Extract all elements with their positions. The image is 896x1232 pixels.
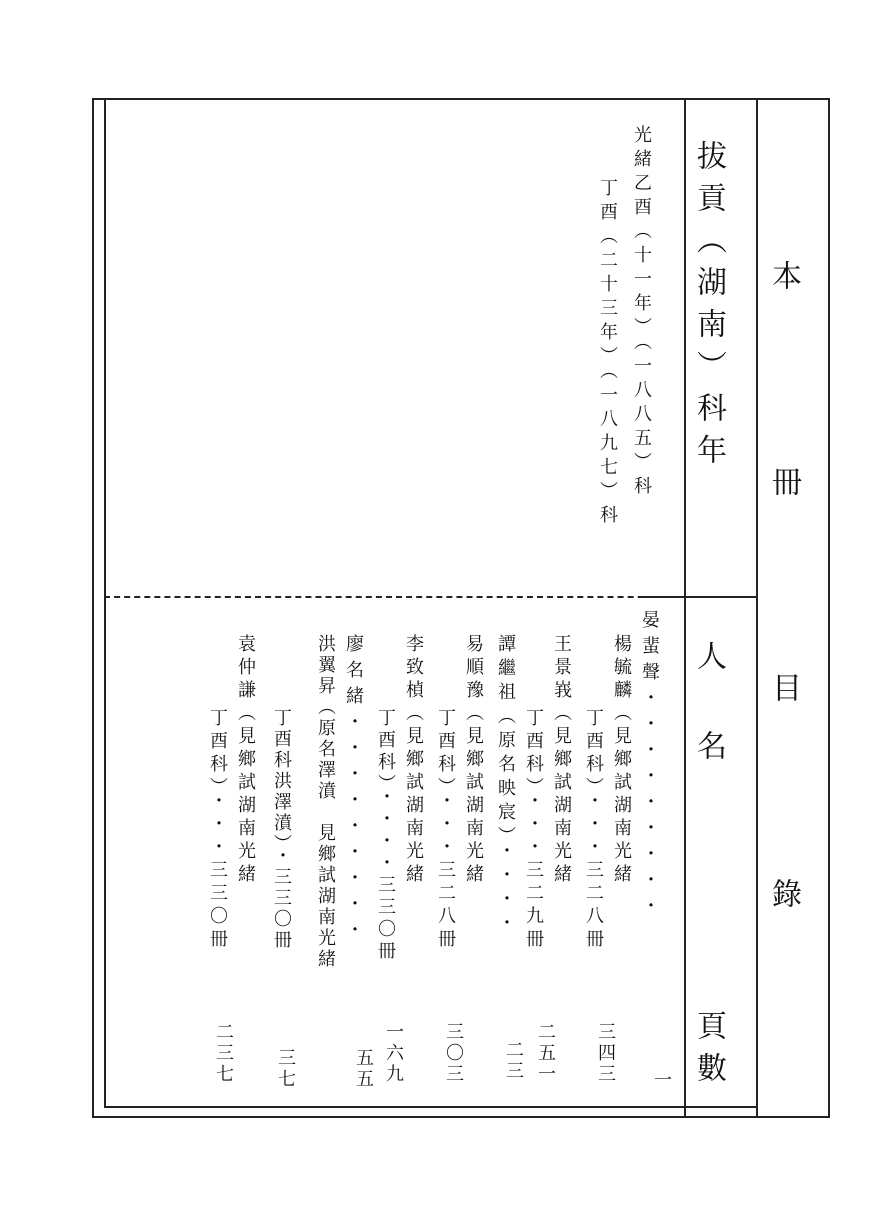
entry-page: 一	[651, 1070, 672, 1088]
header-separator	[640, 596, 756, 598]
entry-text: 洪翼昇（原名澤濆 見鄉試湖南光緒	[315, 634, 336, 970]
entry-page: 二三七	[213, 1022, 234, 1085]
entry-text: 丁酉科）・・・三三〇冊	[207, 708, 228, 952]
entry-page: 一六九	[383, 1022, 404, 1085]
entry-text: 丁酉科）・・・・三三〇冊	[375, 708, 396, 963]
entry-text: 廖名緒・・・・・・・・・	[343, 634, 364, 946]
entry-text: 丁酉科）・・・三二八冊	[435, 708, 456, 952]
entry-text: 丁酉科）・・・三二八冊	[583, 708, 604, 952]
entry-text: 李致楨（見鄉試湖南光緒	[403, 634, 424, 887]
inner-bottom-rule	[104, 1106, 756, 1108]
name-column-label: 人名	[691, 640, 726, 820]
entry-page: 三七	[275, 1048, 296, 1090]
page-title: 本冊目錄	[766, 260, 801, 1084]
entry-text: 王景峩（見鄉試湖南光緒	[551, 634, 572, 887]
page-column-label: 頁數	[691, 1010, 726, 1094]
entry-text: 袁仲謙（見鄉試湖南光緒	[235, 634, 256, 887]
entry-text: 譚繼祖（原名映宸）・・・・	[495, 634, 516, 937]
entry-page: 三四三	[595, 1022, 616, 1085]
entry-text: 易順豫（見鄉試湖南光緒	[463, 634, 484, 887]
entry-text: 楊毓麟（見鄉試湖南光緒	[611, 634, 632, 887]
entry-page: 二五一	[535, 1022, 556, 1085]
subject-heading: 拔貢（湖南）科年	[691, 140, 726, 476]
entry-page: 三〇三	[443, 1022, 464, 1085]
entry-text: 丁酉科）・・・三二九冊	[523, 708, 544, 952]
dashed-separator	[104, 596, 684, 598]
title-column-divider	[756, 98, 758, 1118]
entry-text: 晏蜚聲・・・・・・・・・	[639, 610, 660, 922]
header-column-divider	[684, 98, 686, 1118]
exam-year-2: 丁酉（二十三年）（一八九七）科	[597, 178, 618, 529]
exam-year-1: 光緒乙酉（十一年）（一八八五）科	[631, 125, 652, 500]
entry-text: 丁酉科洪澤濆）・三三〇冊	[271, 708, 292, 951]
inner-left-rule	[104, 98, 106, 1108]
entry-page: 二三	[503, 1040, 524, 1082]
entry-page: 五五	[353, 1048, 374, 1090]
